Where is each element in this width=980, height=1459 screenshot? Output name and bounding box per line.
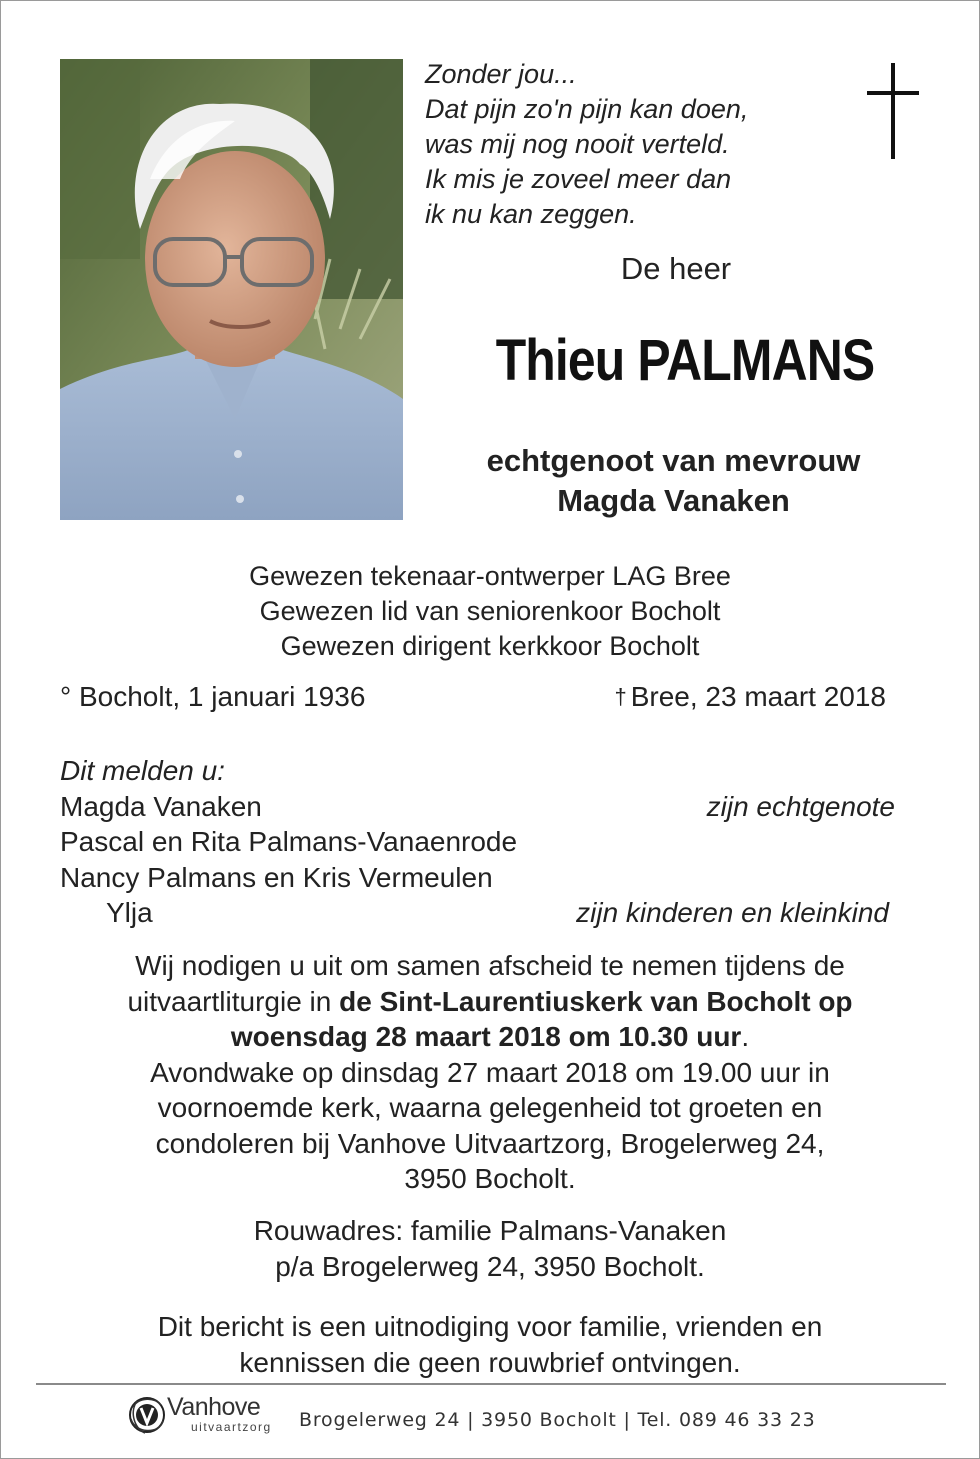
invitation-line: Wij nodigen u uit om samen afscheid te nemen tijdens de: [135, 950, 845, 981]
family-relation: zijn echtgenote: [706, 790, 895, 822]
family-member: Ylja: [106, 897, 153, 928]
poem-line: ik nu kan zeggen.: [425, 199, 637, 229]
family-member: Pascal en Rita Palmans-Vanaenrode: [60, 826, 518, 857]
family-intro: Dit melden u:: [60, 755, 225, 786]
invitation-line: voornoemde kerk, waarna gelegenheid tot groeten en: [157, 1092, 823, 1123]
role-line: Gewezen tekenaar-ontwerper LAG Bree: [249, 561, 731, 591]
invitation: [61, 948, 919, 1197]
poem-line: Zonder jou...: [425, 59, 577, 89]
spouse-line: echtgenoot van mevrouw: [486, 443, 861, 478]
death-info: [614, 681, 886, 713]
notice-line: Dit bericht is een uitnodiging voor familie, vrienden en: [157, 1311, 823, 1342]
invitation-line: Avondwake op dinsdag 27 maart 2018 om 19.00 uur in: [150, 1056, 830, 1088]
deceased-name: Thieu PALMANS: [495, 328, 875, 393]
dagger-icon: †: [614, 684, 627, 709]
logo-emblem-icon: [125, 1393, 169, 1437]
logo-name: Vanhove: [167, 1393, 261, 1421]
address-line: Rouwadres: familie Palmans-Vanaken: [253, 1215, 727, 1246]
footer-divider: [36, 1383, 946, 1385]
invitation-text: .: [741, 1021, 750, 1052]
church-name: de Sint-Laurentiuskerk van Bocholt op: [339, 985, 853, 1017]
poem-line: was mij nog nooit verteld.: [425, 129, 730, 159]
invitation-line: 3950 Bocholt.: [404, 1163, 576, 1194]
invitation-line: [61, 1019, 919, 1055]
role-line: Gewezen dirigent kerkkoor Bocholt: [280, 631, 700, 661]
roles: [101, 559, 879, 664]
invitation-line: [61, 984, 919, 1020]
death-text: Bree, 23 maart 2018: [630, 681, 886, 712]
family-relation: zijn kinderen en kleinkind: [576, 897, 889, 928]
family-row: [60, 860, 895, 896]
spouse-name: Magda Vanaken: [557, 483, 790, 518]
address-line: p/a Brogelerweg 24, 3950 Bocholt.: [275, 1250, 705, 1282]
family-row: [60, 895, 895, 931]
vanhove-logo: [125, 1393, 295, 1437]
family-list: [60, 753, 895, 931]
invitation-line: condoleren bij Vanhove Uitvaartzorg, Brogelerweg 24,: [155, 1127, 825, 1159]
portrait-illustration: [60, 59, 403, 520]
poem-line: Dat pijn zo'n pijn kan doen,: [425, 94, 749, 124]
family-row: [60, 789, 895, 825]
mourning-address: [101, 1213, 879, 1284]
poem: [425, 57, 845, 232]
birth-info: ° Bocholt, 1 januari 1936: [60, 681, 366, 712]
family-row: [60, 824, 895, 860]
role-line: Gewezen lid van seniorenkoor Bocholt: [259, 596, 721, 626]
spouse-info: [431, 441, 916, 521]
notice: [81, 1309, 899, 1380]
funeral-home-contact: Brogelerweg 24 | 3950 Bocholt | Tel. 089 46 33 23: [299, 1409, 816, 1431]
family-member: Nancy Palmans en Kris Vermeulen: [60, 861, 493, 893]
family-member: Magda Vanaken: [60, 790, 262, 822]
cross-icon: [863, 63, 923, 159]
portrait-photo: [60, 59, 403, 520]
ceremony-datetime: woensdag 28 maart 2018 om 10.30 uur: [230, 1021, 742, 1052]
invitation-text: uitvaartliturgie in: [127, 985, 340, 1017]
honorific: De heer: [620, 251, 732, 286]
poem-line: Ik mis je zoveel meer dan: [425, 164, 732, 194]
logo-subtitle: uitvaartzorg: [191, 1420, 272, 1434]
notice-line: kennissen die geen rouwbrief ontvingen.: [239, 1346, 741, 1378]
